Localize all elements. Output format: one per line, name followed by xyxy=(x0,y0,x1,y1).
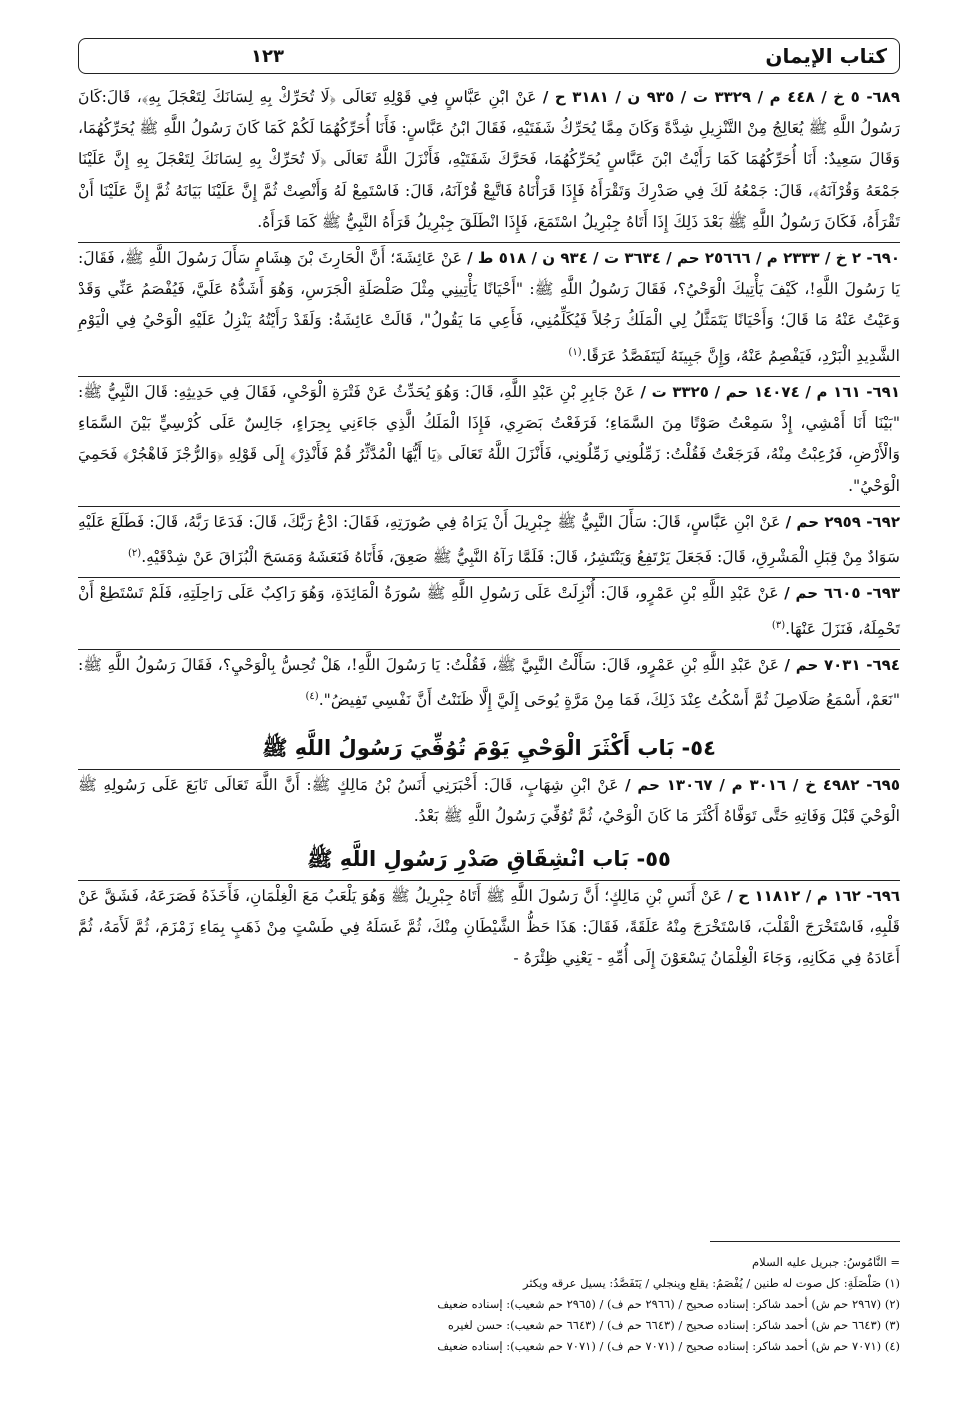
hadith-693 xyxy=(78,578,900,650)
book-page xyxy=(78,38,901,1353)
hadith-reference: ٦٩٥- ٤٩٨٢ خ / ٣٠١٦ م / ١٣٠٦٧ حم / xyxy=(625,775,900,794)
hadith-reference: ٦٩٠- ٢ خ / ٢٣٣٣ م / ٢٥٦٦٦ حم / ٣٦٣٤ ت / ٩٣٤ ن / ٥١٨ ط / xyxy=(467,249,901,268)
hadith-696 xyxy=(78,881,900,979)
hadith-text: عَنْ جَابِرِ بْنِ عَبْدِ اللَّهِ، قَالَ: وَهُوَ يُحَدِّثُ عَنْ فَتْرَةِ الْوَحْيِ، فَقَالَ فِي حَدِيثِهِ: قَالَ النَّبِيُّ ﷺ: "بَيْنَا أَنَا أَمْشِي، إِذْ سَمِعْتُ صَوْتًا مِنَ السَّمَاءِ؛ فَرَفَعْتُ بَصَرِي، فَإِذَا الْمَلَكُ الَّذِي جَاءَنِي بِحِرَاءٍ، جَالِسٌ عَلَى كُرْسِيٍّ بَيْنَ السَّمَاءِ وَالْأَرْضِ، فَرُعِبْتُ مِنْهُ، فَرَجَعْتُ فَقُلْتُ: زَمِّلُونِي زَمِّلُونِي، فَأَنْزَلَ اللَّهُ تَعَالَى ﴿يَا أَيُّهَا الْمُدَّثِّرُ قُمْ فَأَنْذِرْ﴾ إِلَى قَوْلِهِ ﴿وَالرُّجْزَ فَاهْجُرْ﴾ فَحَمِيَ الْوَحْيُ". xyxy=(78,383,900,495)
hadith-text: عَنْ ابْنِ عَبَّاسٍ، قَالَ: سَأَلَ النَّبِيُّ ﷺ جِبْرِيلَ أَنْ يَرَاهُ فِي صُورَتِهِ، فَقَالَ: ادْعُ رَبَّكَ، قَالَ: فَدَعَا رَبَّهُ، قَالَ: فَطَلَعَ عَلَيْهِ سَوَادٌ مِنْ قِبَلِ الْمَشْرِقِ، قَالَ: فَجَعَلَ يَرْتَفِعُ وَيَنْتَشِرُ، قَالَ: فَلَمَّا رَآهُ النَّبِيُّ ﷺ صَعِقَ، فَأَتَاهُ فَنَعَشَهُ وَمَسَحَ الْبُزَاقَ عَنْ شِدْقَيْهِ. xyxy=(78,512,900,567)
hadith-691 xyxy=(78,377,900,507)
footnote-line: (٣) (٦٦٤٣ حم ش) أحمد شاكر: إسناده صحيح / (٦٦٤٣ حم ف) / (٦٦٤٣ حم شعيب): حسن لغيره xyxy=(447,1318,900,1332)
footnote-marker: (٣) xyxy=(771,619,786,631)
hadith-text: عَنْ ابْنِ شِهَابٍ، قَالَ: أَخْبَرَنِي أَنَسُ بْنُ مَالِكٍ ﷺ: أَنَّ اللَّهَ تَعَالَى تَابَعَ عَلَى رَسُولِهِ ﷺ الْوَحْيَ قَبْلَ وَفَاتِهِ حَتَّى تَوَفَّاهُ أَكْثَرَ مَا كَانَ الْوَحْيُ، ثُمَّ تُوُفِّيَ رَسُولُ اللَّهِ ﷺ بَعْدُ. xyxy=(78,775,900,825)
page-header xyxy=(78,38,900,74)
hadith-reference: ٦٨٩- ٥ خ / ٤٤٨ م / ٣٣٢٩ ت / ٩٣٥ ن / ٣١٨١ ح / xyxy=(542,88,901,106)
footnote-separator xyxy=(710,1241,900,1242)
hadith-text: عَنْ أَنَسِ بْنِ مَالِكٍ؛ أَنَّ رَسُولَ اللَّهِ ﷺ أَتَاهُ جِبْرِيلُ ﷺ وَهُوَ يَلْعَبُ مَعَ الْغِلْمَانِ، فَأَخَذَهُ فَصَرَعَهُ، فَشَقَّ عَنْ قَلْبِهِ، فَاسْتَخْرَجَ الْقَلْبَ، فَاسْتَخْرَجَ مِنْهُ عَلَقَةً، فَقَالَ: هَذَا حَظُّ الشَّيْطَانِ مِنْكَ، ثُمَّ غَسَلَهُ فِي طَسْتٍ مِنْ ذَهَبٍ بِمَاءِ زَمْزَمَ، ثُمَّ لَأَمَهُ، ثُمَّ أَعَادَهُ فِي مَكَانِهِ، وَجَاءَ الْغِلْمَانُ يَسْعَوْنَ إِلَى أُمِّهِ - يَعْنِي ظِئْرَهُ - xyxy=(78,887,900,968)
footnote-marker: (٢) xyxy=(128,548,142,560)
page-number: ١٢٣ xyxy=(251,45,284,67)
hadith-692 xyxy=(78,507,900,579)
hadith-695 xyxy=(78,770,900,836)
hadith-text: عَنْ عَائِشَةَ؛ أَنَّ الْحَارِثَ بْنَ هِشَامٍ سَأَلَ رَسُولَ اللَّهِ ﷺ، فَقَالَ: يَا رَسُولَ اللَّهِ!، كَيْفَ يَأْتِيكَ الْوَحْيُ؟، فَقَالَ رَسُولُ اللَّهِ ﷺ: "أَحْيَانًا يَأْتِينِي مِثْلَ صَلْصَلَةِ الْجَرَسِ، وَهُوَ أَشَدُّهُ عَلَيَّ، فَيُفْصَمُ عَنِّي وَقَدْ وَعَيْتُ عَنْهُ مَا قَالَ؛ وَأَحْيَانًا يَتَمَثَّلُ لِي الْمَلَكُ رَجُلاً فَيُكَلِّمُنِي، فَأَعِي مَا يَقُولُ"، قَالَتْ عَائِشَةُ: وَلَقَدْ رَأَيْتُهُ يَنْزِلُ عَلَيْهِ الْوَحْيُ فِي الْيَوْمِ الشَّدِيدِ الْبَرْدِ، فَيَفْصِمُ عَنْهُ، وَإِنَّ جَبِينَهُ لَيَتَفَصَّدُ عَرَقًا. xyxy=(78,249,900,365)
hadith-694 xyxy=(78,650,900,721)
hadith-690 xyxy=(78,243,900,377)
hadith-text: عَنْ ابْنِ عَبَّاسٍ فِي قَوْلِهِ تَعَالَى ﴿لَا تُحَرِّكْ بِهِ لِسَانَكَ لِتَعْجَلَ بِهِ﴾، قَالَ:كَانَ رَسُولُ اللَّهِ ﷺ يُعَالِجُ مِنْ التَّنْزِيلِ شِدَّةً وَكَانَ مِمَّا يُحَرِّكُ شَفَتَيْهِ، فَقَالَ ابْنُ عَبَّاسٍ: فَأَنَا أُحَرِّكُهُمَا لَكُمْ كَمَا كَانَ رَسُولُ اللَّهِ ﷺ يُحَرِّكُهُمَا، وَقَالَ سَعِيدٌ: أَنَا أُحَرِّكُهُمَا كَمَا رَأَيْتُ ابْنَ عَبَّاسٍ يُحَرِّكُهُمَا، فَحَرَّكَ شَفَتَيْهِ، فَأَنْزَلَ اللَّهُ تَعَالَى ﴿لَا تُحَرِّكْ بِهِ لِسَانَكَ لِتَعْجَلَ بِهِ إِنَّ عَلَيْنَا جَمْعَهُ وَقُرْآنَهُ﴾، قَالَ: جَمْعُهُ لَكَ فِي صَدْرِكَ وَتَقْرَأَهُ فَإِذَا قَرَأْنَاهُ فَاتَّبِعْ قُرْآنَهُ، قَالَ: فَاسْتَمِعْ لَهُ وَأَنْصِتْ ثُمَّ إِنَّ عَلَيْنَا بَيَانَهُ ثُمَّ إِنَّ عَلَيْنَا أَنْ تَقْرَأَهُ، فَكَانَ رَسُولُ اللَّهِ ﷺ بَعْدَ ذَلِكَ إِذَا أَتَاهُ جِبْرِيلُ اسْتَمَعَ، فَإِذَا انْطَلَقَ جِبْرِيلُ قَرَأَهُ النَّبِيُّ ﷺ كَمَا قَرَأَهُ. xyxy=(78,88,900,231)
hadith-reference: ٦٩٢- ٢٩٥٩ حم / xyxy=(785,512,900,531)
chapter-heading-54: ٥٤- بَاب أَكْثَرَ الْوَحْيِ يَوْمَ تُوُفِّيَ رَسُولُ اللَّهِ ﷺ xyxy=(78,721,900,770)
hadith-text: عَنْ عَبْدِ اللَّهِ بْنِ عَمْرٍو، قَالَ: أُنْزِلَتْ عَلَى رَسُولِ اللَّهِ ﷺ سُورَةُ الْمَائِدَةِ، وَهُوَ رَاكِبٌ عَلَى رَاحِلَتِهِ، فَلَمْ تَسْتَطِعْ أَنْ تَحْمِلَهُ، فَنَزَلَ عَنْهَا. xyxy=(78,584,900,638)
page-content xyxy=(78,82,900,979)
hadith-reference: ٦٩٤- ٧٠٣١ حم / xyxy=(784,656,900,675)
footnote-line: (٤) (٧٠٧١ حم ش) أحمد شاكر: إسناده صحيح / (٧٠٧١ حم ف) / (٧٠٧١ حم شعيب): إسناده ضعيف xyxy=(437,1339,900,1353)
footnotes xyxy=(78,1241,900,1357)
hadith-text: عَنْ عَبْدِ اللَّهِ بْنِ عَمْرٍو، قَالَ: سَأَلْتُ النَّبِيَّ ﷺ، فَقُلْتُ: يَا رَسُولَ اللَّهِ!، هَلْ تُحِسُّ بِالْوَحْيِ؟، فَقَالَ رَسُولُ اللَّهِ ﷺ: "نَعَمْ، أَسْمَعُ صَلَاصِلَ ثُمَّ أَسْكُتُ عِنْدَ ذَلِكَ، فَمَا مِنْ مَرَّةٍ يُوحَى إِلَيَّ إِلَّا ظَنَنْتُ أَنَّ نَفْسِي تَفِيضُ". xyxy=(78,656,900,710)
footnote-line: (١) صَلْصَلَةِ: كل صوت له طنين / يُفْصَمُ: يقلع وينجلي / يَتَفَصَّدُ: يسيل عرقه ويكثر xyxy=(522,1276,900,1290)
hadith-reference: ٦٩٦- ١٦٢ م / ١١٨١٢ ح / xyxy=(727,887,901,906)
footnote-marker: (٤) xyxy=(305,691,319,703)
footnote-marker: (١) xyxy=(568,346,582,358)
chapter-heading-55: ٥٥- بَاب انْشِقَاقِ صَدْرِ رَسُولِ اللَّهِ ﷺ xyxy=(78,836,900,881)
hadith-reference: ٦٩٣- ٦٦٠٥ حم / xyxy=(784,584,901,603)
hadith-689 xyxy=(78,82,900,243)
footnote-line: = النَّامُوسُ: جبريل عليه السلام xyxy=(751,1255,900,1269)
footnote-line: (٢) (٢٩٦٧ حم ش) أحمد شاكر: إسناده صحيح / (٢٩٦٦ حم ف) / (٢٩٦٥ حم شعيب): إسناده ضعيف xyxy=(437,1297,900,1311)
hadith-reference: ٦٩١- ١٦١ م / ١٤٠٧٤ حم / ٣٣٢٥ ت / xyxy=(640,383,900,402)
book-title: كتاب الإيمان xyxy=(765,44,887,68)
